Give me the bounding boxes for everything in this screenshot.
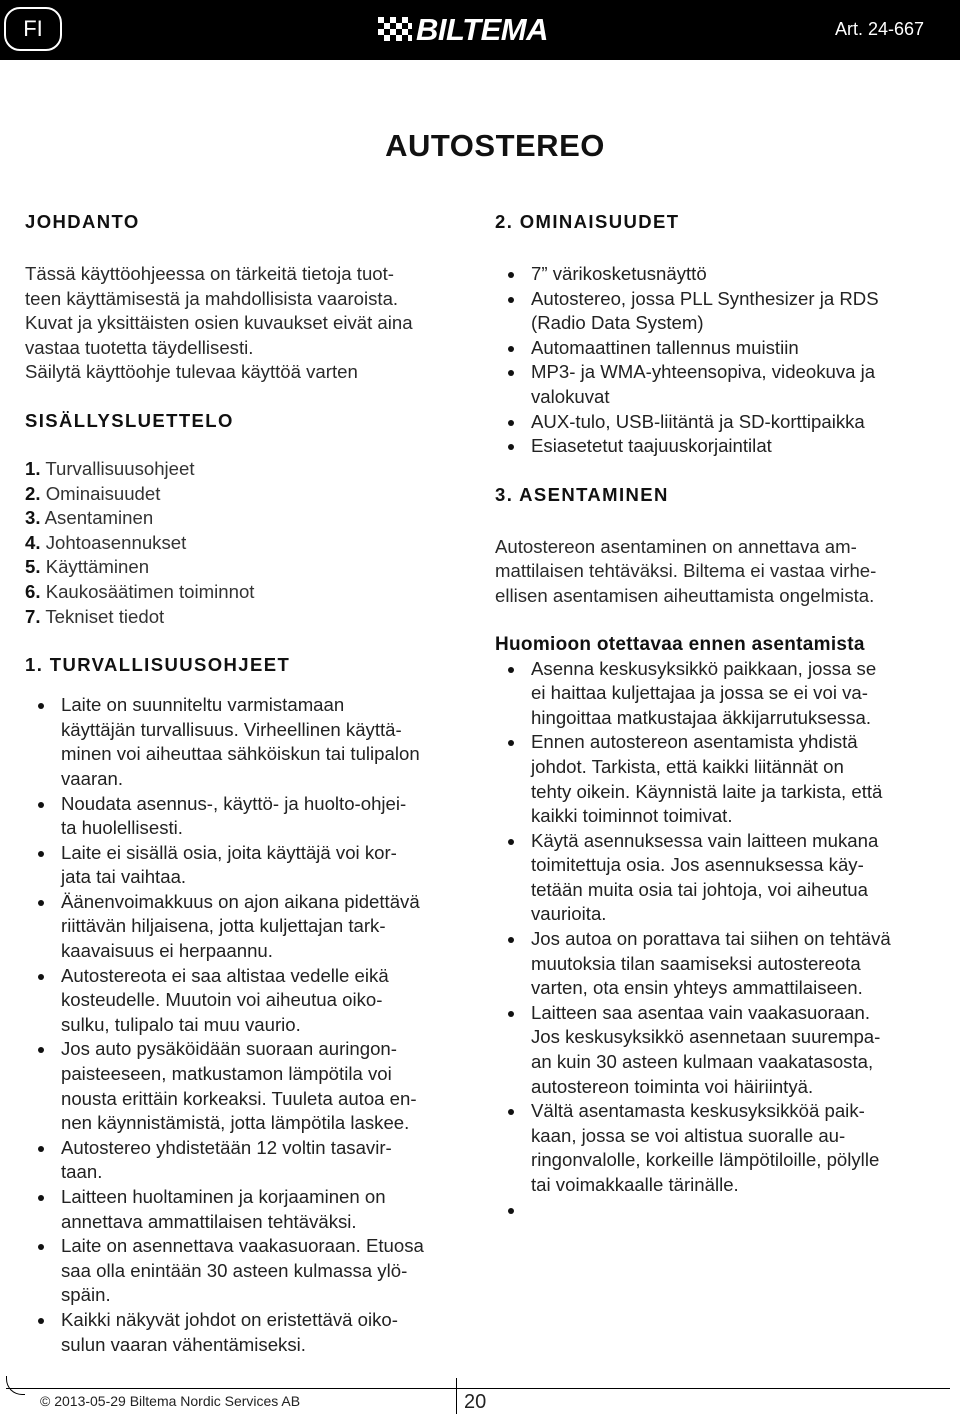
toc-item: 7. Tekniset tiedot [25, 605, 165, 627]
list-item: Kaikki näkyvät johdot on eristettävä oiko- sulun vaaran vähentämiseksi. [25, 1308, 475, 1357]
features-heading: 2. OMINAISUUDET [495, 211, 680, 232]
list-item: MP3- ja WMA-yhteensopiva, videokuva ja valokuvat [495, 360, 945, 409]
list-item: AUX-tulo, USB-liitäntä ja SD-korttipaikka [495, 410, 945, 435]
list-item: Laite on suunniteltu varmistamaan käyttäjän turvallisuus. Virheellinen käyttä- minen voi aiheuttaa sähköiskun tai tulipalon vaaran. [25, 693, 475, 791]
language-badge: FI [4, 7, 62, 51]
install-line: Autostereon asentaminen on annettava am- [495, 535, 857, 557]
document-title: AUTOSTEREO [385, 128, 605, 163]
page-header [0, 0, 960, 60]
intro-line: vastaa tuotetta täydellisesti. [25, 336, 254, 358]
brand-logo [378, 11, 548, 49]
toc-item: 3. Asentaminen [25, 507, 154, 529]
list-item: Noudata asennus-, käyttö- ja huolto-ohjei- ta huolellisesti. [25, 792, 475, 841]
list-item: Asenna keskusyksikkö paikkaan, jossa se ei haittaa kuljettajaa ja jossa se ei voi va- hingoittaa matkustajaa äkkijarrutuksessa. [495, 657, 945, 731]
intro-heading: JOHDANTO [25, 211, 140, 232]
toc-heading: SISÄLLYSLUETTELO [25, 409, 234, 431]
footer-separator [456, 1378, 457, 1414]
brand-name: BILTEMA [416, 12, 548, 47]
install-subheading: Huomioon otettavaa ennen asentamista [495, 633, 865, 655]
list-item: Laitteen saa asentaa vain vaakasuoraan. Jos keskusyksikkö asennetaan suurempa- an kuin 30 asteen kulmaan vaakatasosta, autostereon toiminta voi häiriintyä. [495, 1001, 945, 1099]
list-item: Jos auto pysäköidään suoraan auringon- paisteeseen, matkustamon lämpötila voi nousta erittäin korkeaksi. Tuuleta autoa en- nen käynnistämistä, jotta lämpötila laskee. [25, 1037, 475, 1135]
page-number: 20 [464, 1391, 487, 1413]
list-item: Jos autoa on porattava tai siihen on tehtävä muutoksia tilan saamiseksi autostereota varten, ota ensin yhteys ammattilaiseen. [495, 927, 945, 1001]
article-number: Art. 24-667 [834, 19, 924, 39]
list-item: Ennen autostereon asentamista yhdistä johdot. Tarkista, että kaikki liitännät on tehty oikein. Käynnistä laite ja tarkista, että kaikki toiminnot toimivat. [495, 730, 945, 828]
list-item: Autostereo, jossa PLL Synthesizer ja RDS (Radio Data System) [495, 287, 945, 336]
table-of-contents [25, 457, 475, 629]
features-list [495, 262, 945, 459]
list-item: Käytä asennuksessa vain laitteen mukana toimitettuja osia. Jos asennuksessa käy- tetään muita osia tai johtoja, voi aiheutua vaurioita. [495, 829, 945, 927]
list-item [495, 1198, 945, 1222]
toc-item: 1. Turvallisuusohjeet [25, 457, 195, 479]
list-item: Automaattinen tallennus muistiin [495, 336, 945, 361]
right-column [495, 210, 945, 1222]
safety-list [25, 693, 475, 1357]
list-item: Laite ei sisällä osia, joita käyttäjä voi kor- jata tai vaihtaa. [25, 841, 475, 890]
intro-line: teen käyttämisestä ja mahdollisista vaaroista. [25, 287, 399, 309]
toc-item: 2. Ominaisuudet [25, 482, 161, 504]
toc-item: 4. Johtoasennukset [25, 531, 187, 553]
list-item: Autostereota ei saa altistaa vedelle eikä kosteudelle. Muutoin voi aiheutua oiko- sulku, tulipalo tai muu vaurio. [25, 964, 475, 1038]
install-text [495, 535, 945, 609]
intro-line: Kuvat ja yksittäisten osien kuvaukset eivät aina [25, 312, 413, 334]
intro-line: Tässä käyttöohjeessa on tärkeitä tietoja tuot- [25, 263, 394, 284]
toc-item: 6. Kaukosäätimen toiminnot [25, 580, 255, 602]
install-list [495, 657, 945, 1222]
install-heading: 3. ASENTAMINEN [495, 483, 669, 505]
intro-text [25, 262, 475, 385]
intro-line: Säilytä käyttöohje tulevaa käyttöä varten [25, 361, 358, 383]
toc-item: 5. Käyttäminen [25, 556, 150, 578]
left-column [25, 210, 475, 1357]
install-line: ellisen asentamisen aiheuttamista ongelmista. [495, 584, 875, 606]
list-item: Äänenvoimakkuus on ajon aikana pidettävä riittävän hiljaisena, jotta kuljettajan tark- kaavaisuus ei herpaannu. [25, 890, 475, 964]
list-item: Laite on asennettava vaakasuoraan. Etuosa saa olla enintään 30 asteen kulmassa ylö- späin. [25, 1234, 475, 1308]
list-item: Laitteen huoltaminen ja korjaaminen on annettava ammattilaisen tehtäväksi. [25, 1185, 475, 1234]
footer-divider [6, 1388, 950, 1389]
install-line: mattilaisen tehtäväksi. Biltema ei vastaa virhe- [495, 560, 877, 582]
footer-copyright: © 2013-05-29 Biltema Nordic Services AB [40, 1393, 301, 1409]
list-item: Vältä asentamasta keskusyksikköä paik- kaan, jossa se voi altistua suoralle au- ringonvalolle, korkeille lämpötiloille, pölylle tai voimakkaalle tärinälle. [495, 1099, 945, 1197]
list-item: 7” värikosketusnäyttö [495, 262, 945, 287]
safety-heading: 1. TURVALLISUUSOHJEET [25, 654, 291, 676]
list-item: Autostereo yhdistetään 12 voltin tasavir- taan. [25, 1136, 475, 1185]
list-item: Esiasetetut taajuuskorjaintilat [495, 434, 945, 459]
checkered-flag-icon [378, 17, 412, 43]
